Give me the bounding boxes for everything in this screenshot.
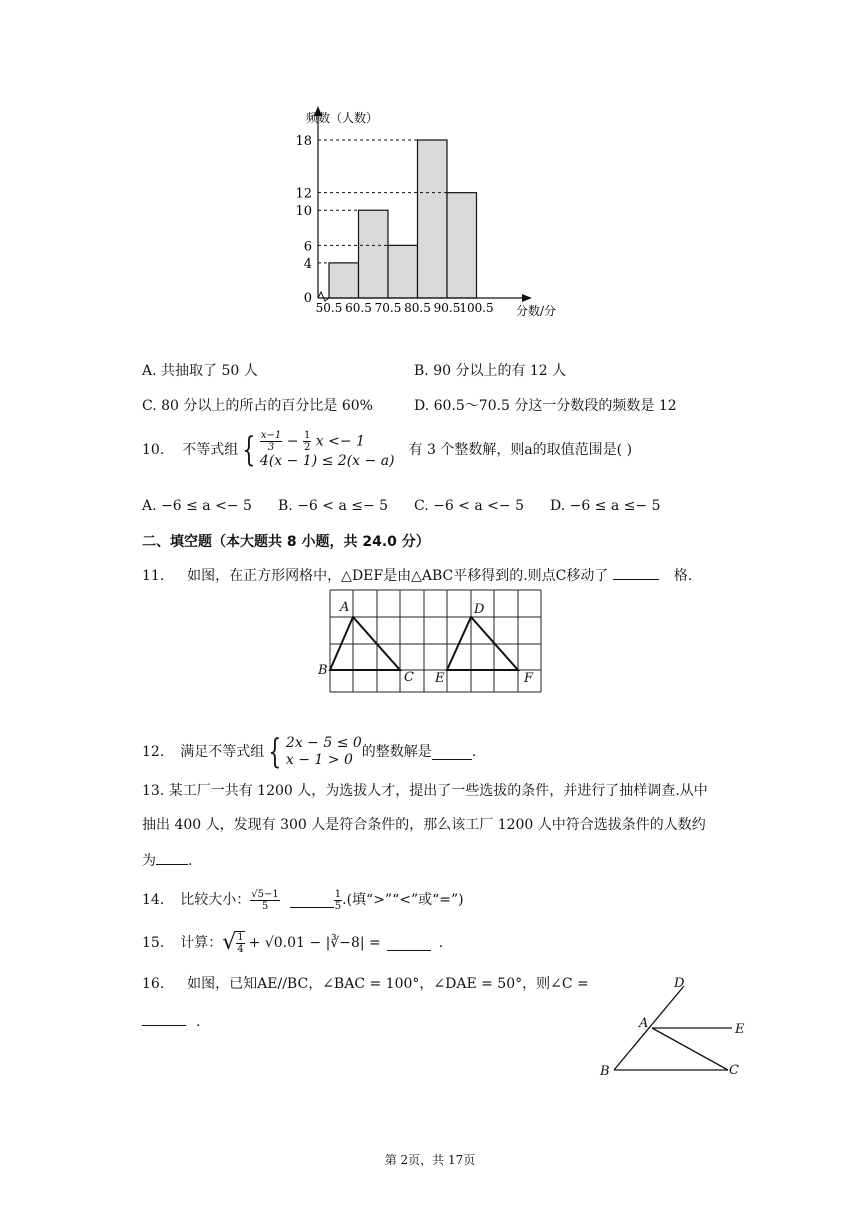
- y-tick-label: 4: [303, 256, 312, 272]
- section-heading-fill-in: 二、填空题（本大题共 8 小题，共 24.0 分）: [142, 534, 430, 550]
- q15-answer-blank[interactable]: [387, 936, 431, 951]
- q10-frac2-num: 1: [303, 430, 311, 441]
- q15-frac-num: 1: [237, 932, 244, 943]
- q13-line1: 13. 某工厂一共有 1200 人，为选拔人才，提出了一些选拔的条件，并进行了抽样调查.从中: [142, 783, 708, 799]
- q14-frac2-den: 5: [334, 900, 342, 912]
- q15-number: 15.: [142, 935, 165, 951]
- line-ac: [652, 1028, 728, 1070]
- q12-end: .: [471, 744, 477, 760]
- q12-post: 的整数解是: [361, 744, 432, 760]
- page-footer: 第 2页，共 17页: [384, 1153, 476, 1167]
- label-c: C: [729, 1063, 739, 1078]
- q11-answer-blank[interactable]: [613, 565, 659, 580]
- histogram-bar: [388, 245, 418, 298]
- q10-frac1-num: x−1: [260, 430, 282, 441]
- question-11: [142, 565, 692, 585]
- question-14: [142, 885, 464, 915]
- x-axis-arrow-icon: [522, 294, 532, 302]
- y-tick-label: 10: [295, 204, 312, 220]
- label-a: A: [639, 1016, 649, 1031]
- q15-frac-den: 4: [237, 944, 244, 955]
- q9-option-a: A. 共抽取了 50 人: [142, 363, 258, 379]
- q14-frac2-num: 1: [334, 888, 342, 900]
- histogram-chart: [260, 100, 580, 325]
- q10-option-d: D. −6 ≤ a ≤− 5: [550, 498, 661, 514]
- parallel-lines-figure: [596, 972, 766, 1084]
- sqrt-icon: √: [222, 930, 237, 955]
- q10-post: 有 3 个整数解，则a的取值范围是( ): [408, 442, 633, 458]
- axis-break-icon: [318, 292, 329, 301]
- q12-answer-blank[interactable]: [432, 745, 472, 760]
- x-tick-label: 80.5: [404, 301, 431, 315]
- q11-text: 如图，在正方形网格中，△DEF是由△ABC平移得到的.则点C移动了: [187, 568, 609, 584]
- q10-pre: 不等式组: [182, 442, 239, 458]
- q16-text: 如图，已知AE//BC，∠BAC = 100°，∠DAE = 50°，则∠C =: [187, 976, 589, 992]
- q10-option-b: B. −6 < a ≤− 5: [278, 498, 389, 514]
- q10-line1-tail: x <− 1: [315, 433, 365, 450]
- x-tick-label: 90.5: [433, 301, 461, 315]
- x-tick-label: 70.5: [374, 301, 402, 315]
- question-10: [142, 431, 632, 469]
- label-c: C: [404, 670, 414, 685]
- label-d: D: [474, 602, 485, 617]
- label-b: B: [318, 663, 328, 678]
- q11-number: 11.: [142, 568, 165, 584]
- x-tick-label: 50.5: [315, 301, 343, 315]
- left-brace-icon: {: [268, 732, 282, 772]
- label-e: E: [435, 671, 445, 686]
- label-a: A: [340, 600, 350, 615]
- q16-answer-blank[interactable]: [142, 1011, 186, 1026]
- y-tick-label: 18: [295, 134, 312, 149]
- question-12: [142, 734, 476, 770]
- q15-pre: 计算：: [180, 935, 223, 951]
- q10-option-a: A. −6 ≤ a <− 5: [142, 498, 252, 514]
- q9-option-d: D. 60.5～70.5 分这一分数段的频数是 12: [414, 398, 677, 414]
- q14-number: 14.: [142, 892, 165, 908]
- y-tick-label: 0: [303, 291, 312, 306]
- q9-option-b: B. 90 分以上的有 12 人: [414, 363, 567, 379]
- q12-number: 12.: [142, 744, 165, 760]
- label-d: D: [674, 976, 685, 991]
- x-axis-title: 分数/分: [516, 304, 557, 318]
- y-axis-title: 频数（人数）: [306, 111, 379, 125]
- y-tick-label: 6: [303, 239, 312, 255]
- label-b: B: [600, 1064, 610, 1079]
- q10-system: $\frac{x-1}{3}$ − $\frac{1}{2}$ x <− 1 4(x − 1) ≤ 2(x − a): [259, 430, 395, 469]
- q13-line3-text: 为: [142, 853, 156, 869]
- q9-option-c: C. 80 分以上的所占的百分比是 60%: [142, 398, 373, 414]
- x-tick-label: 60.5: [345, 301, 372, 315]
- x-tick-label: 100.5: [459, 301, 494, 315]
- label-e: E: [735, 1022, 745, 1037]
- q14-post: .(填“>”“<”或“=”): [342, 892, 464, 908]
- histogram-bar: [447, 193, 477, 298]
- q12-line2: x − 1 > 0: [285, 752, 353, 768]
- translation-grid-figure: [314, 586, 546, 698]
- label-f: F: [524, 671, 534, 686]
- q10-number: 10.: [142, 442, 165, 458]
- q10-frac1-den: 3: [267, 442, 275, 453]
- q12-system: [286, 735, 362, 769]
- q14-frac1-den: 5: [261, 900, 269, 912]
- q13-line3: [142, 850, 192, 870]
- q11-text-end: 格.: [673, 568, 693, 584]
- q16-answer-line: [142, 1011, 200, 1031]
- q12-pre: 满足不等式组: [180, 744, 265, 760]
- q16-end: .: [196, 1014, 201, 1030]
- q16-number: 16.: [142, 976, 165, 992]
- question-15: [142, 927, 443, 959]
- histogram-bar: [359, 210, 389, 298]
- q12-line1: 2x − 5 ≤ 0: [285, 735, 362, 751]
- left-brace-icon: {: [242, 430, 256, 470]
- q15-end: .: [438, 935, 444, 951]
- q15-expr: + √0.01 − |∛−8| =: [248, 935, 381, 951]
- question-16: [142, 975, 589, 993]
- histogram-bar: [418, 140, 448, 298]
- q13-end: .: [188, 853, 193, 869]
- q13-line2: 抽出 400 人，发现有 300 人是符合条件的，那么该工厂 1200 人中符合选拔条件的人数约: [142, 817, 706, 833]
- histogram-bar: [329, 263, 359, 298]
- q14-frac1-num: √5−1: [251, 888, 279, 900]
- q13-answer-blank[interactable]: [156, 850, 188, 865]
- q10-line2: 4(x − 1) ≤ 2(x − a): [259, 453, 395, 469]
- q14-pre: 比较大小：: [180, 892, 251, 908]
- q10-option-c: C. −6 < a <− 5: [414, 498, 524, 514]
- q14-answer-blank[interactable]: [290, 893, 334, 908]
- y-tick-label: 12: [295, 186, 312, 202]
- q10-frac2-den: 2: [303, 442, 311, 453]
